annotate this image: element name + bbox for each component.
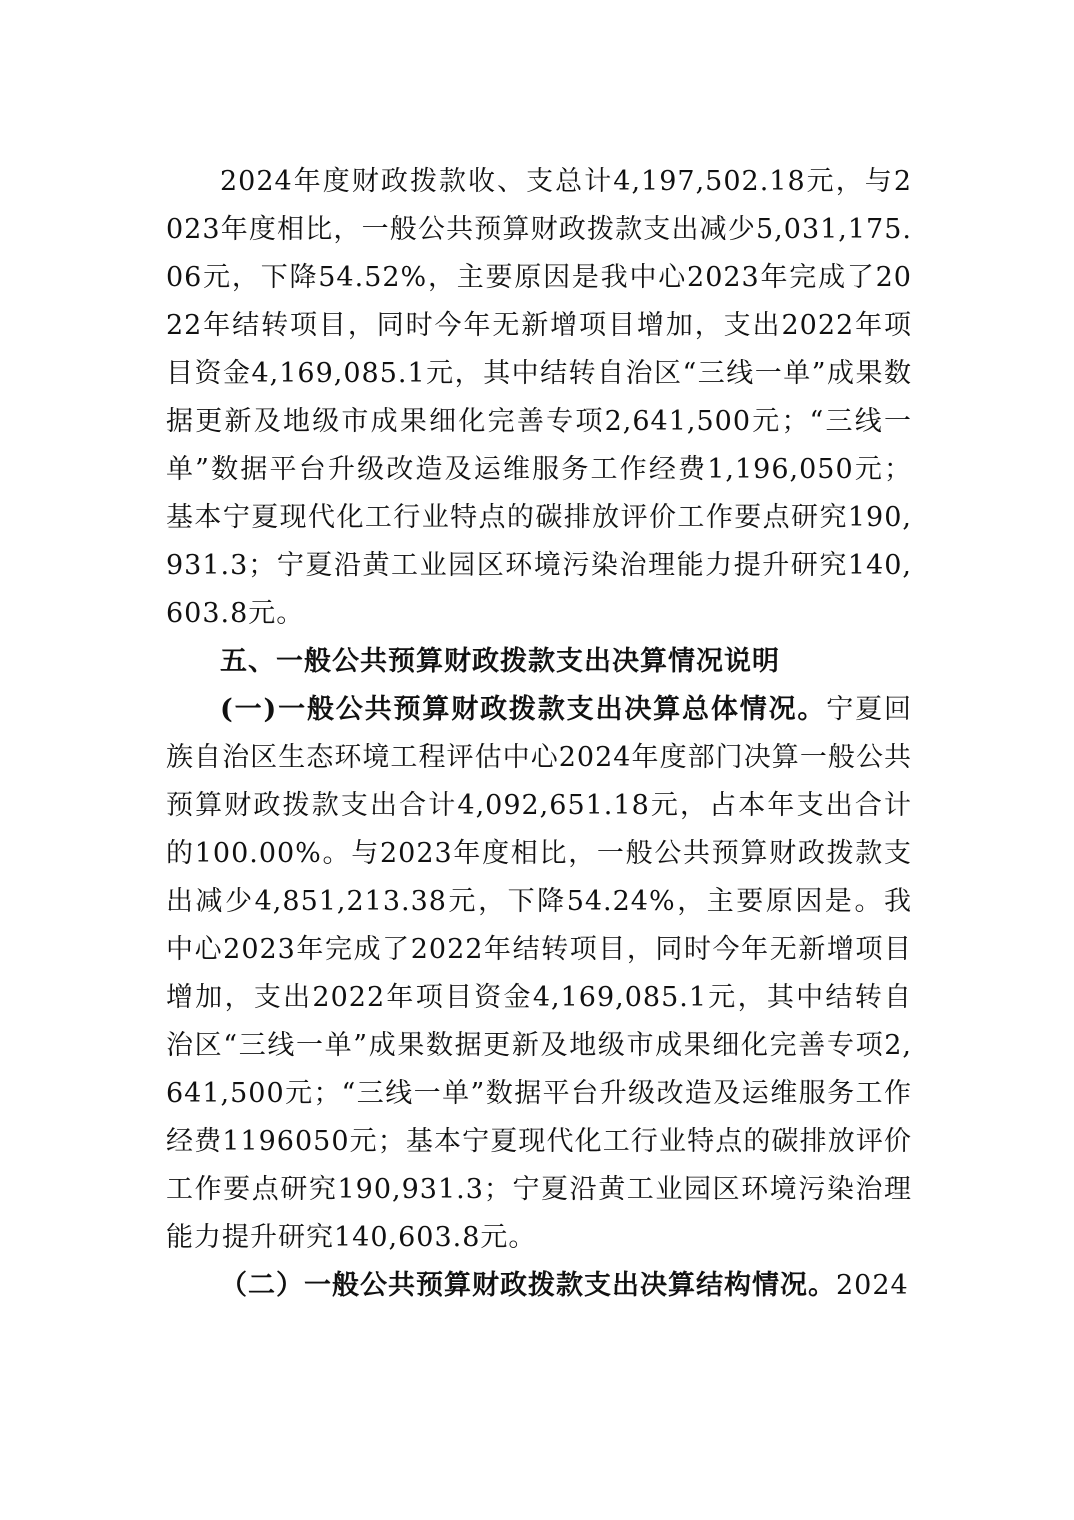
subsection-2-lead: （二）一般公共预算财政拨款支出决算结构情况。 — [220, 1270, 836, 1301]
document-body — [166, 158, 912, 1310]
subsection-1-lead: (一)一般公共预算财政拨款支出决算总体情况。 — [220, 694, 827, 725]
subsection-2-body: 2024 — [836, 1270, 909, 1301]
paragraph-fiscal-total: 2024年度财政拨款收、支总计4,197,502.18元，与2023年度相比，一般公共预算财政拨款支出减少5,031,175.06元，下降54.52%，主要原因是我中心2023年完成了2022年结转项目，同时今年无新增项目增加，支出2022年项目资金4,169,085.1元，其中结转自治区“三线一单”成果数据更新及地级市成果细化完善专项2,641,500元；“三线一单”数据平台升级改造及运维服务工作经费1,196,050元；基本宁夏现代化工行业特点的碳排放评价工作要点研究190,931.3；宁夏沿黄工业园区环境污染治理能力提升研究140,603.8元。 — [166, 166, 912, 629]
section-heading-5: 五、一般公共预算财政拨款支出决算情况说明 — [220, 646, 780, 677]
subsection-1-body: 宁夏回族自治区生态环境工程评估中心2024年度部门决算一般公共预算财政拨款支出合计4,092,651.18元，占本年支出合计的100.00%。与2023年度相比，一般公共预算财政拨款支出减少4,851,213.38元，下降54.24%，主要原因是。我中心2023年完成了2022年结转项目，同时今年无新增项目增加，支出2022年项目资金4,169,085.1元，其中结转自治区“三线一单”成果数据更新及地级市成果细化完善专项2,641,500元；“三线一单”数据平台升级改造及运维服务工作经费1196050元；基本宁夏现代化工行业特点的碳排放评价工作要点研究190,931.3；宁夏沿黄工业园区环境污染治理能力提升研究140,603.8元。 — [166, 694, 912, 1253]
subsection-1-paragraph — [166, 686, 912, 1262]
subsection-2-paragraph — [166, 1262, 912, 1310]
